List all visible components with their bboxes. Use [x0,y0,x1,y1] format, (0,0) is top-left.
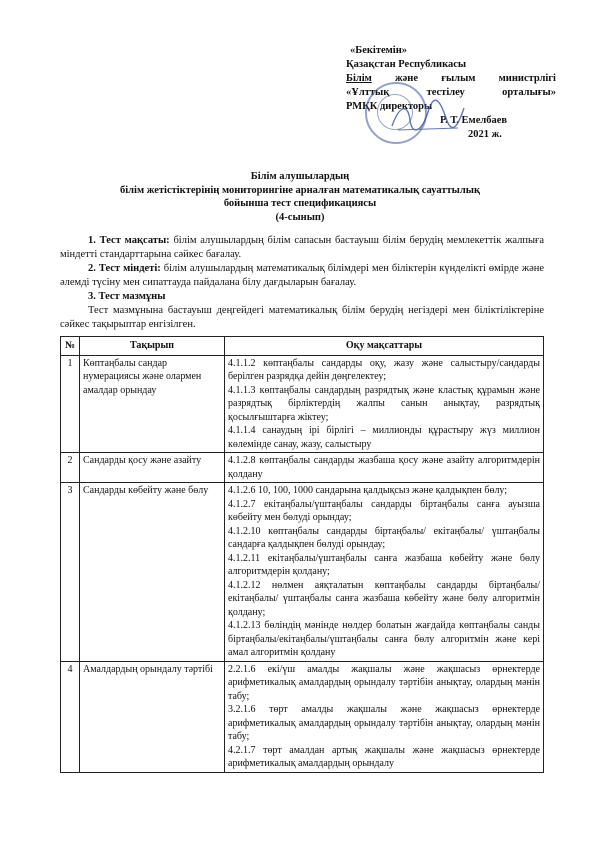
section-1 [60,234,544,262]
title-line-4: (4-сынып) [275,211,325,223]
section-3-label: 3. Тест мазмұны [88,291,166,302]
row-objectives [225,355,544,453]
section-2 [60,262,544,290]
row-number: 1 [61,355,80,453]
header-objectives: Оқу мақсаттары [225,337,544,356]
approval-line-7: 2021 ж. [468,129,502,140]
table-row [61,453,544,483]
approval-line-3-word-3: ғылым [441,73,476,84]
approval-line-2: Қазақстан Республикасы [346,59,467,70]
approval-line-4-word-1: «Ұлттық [346,87,390,98]
section-1-label: 1. Тест мақсаты: [88,235,170,246]
objective-item: 4.1.2.11 екітаңбалы/үштаңбалы санға жазбаша көбейту және бөлу алгоритмдерін қолдану; [228,552,540,577]
signature-icon [388,96,468,136]
header-topic: Тақырып [80,337,225,356]
table-row [61,483,544,662]
row-topic: Сандарды көбейту және бөлу [80,483,225,662]
objective-item: 3.2.1.6 төрт амалды жақшалы және жақшасыз өрнектерде арифметикалық амалдардың орындалу тәртібін анықтау, олардың мәнін табу; [228,704,540,742]
objective-item: 4.1.2.8 көптаңбалы сандарды жазбаша қосу және азайту алгоритмдерін қолдану [228,455,540,480]
objective-item: 4.1.2.10 көптаңбалы сандарды біртаңбалы/ екітаңбалы/ үштаңбалы сандарға қалдықпен бөлуді орындау; [228,525,540,550]
title-line-3: бойынша тест спецификациясы [223,198,377,209]
approval-line-3 [346,72,556,86]
objective-item: 2.2.1.6 екі/үш амалды жақшалы және жақшасыз өрнектерде арифметикалық амалдардың орындалу тәртібін анықтау, олардың мәнін табу; [228,663,540,702]
approval-line-5: РМҚК директоры [346,101,433,112]
approval-line-3-word-2: және [395,73,419,84]
title-line-2: білім жетістіктерінің мониторингіне арналған математикалық сауаттылық [119,184,480,196]
approval-line-1: «Бекітемін» [350,45,408,56]
approval-line-4-word-3: орталығы» [502,87,556,98]
objective-item: 4.1.2.12 нөлмен аяқталатын көптаңбалы сандарды біртаңбалы/екітаңбалы/ үштаңбалы санға жазбаша көбейту және бөлу алгоритмін қолдану; [228,579,540,618]
section-2-text: білім алушылардың математикалық білімдері мен біліктерін күнделікті өмірде және әлемді түсіну мен сипаттауда пайдалана білу дағдыларын бағалау. [60,263,545,288]
table-row [61,661,544,772]
row-number: 3 [61,483,80,662]
row-objectives [225,661,544,772]
table-row [61,355,544,453]
row-topic: Амалдардың орындалу тәртібі [80,661,225,772]
row-number: 2 [61,453,80,483]
row-objectives [225,483,544,662]
specification-table [60,336,544,773]
objective-item: 4.1.2.7 екітаңбалы/үштаңбалы сандарды біртаңбалы санға ауызша көбейту мен бөлуді орындау; [228,498,540,523]
objective-item: 4.1.1.4 санаудың ірі бірлігі – миллионды құрастыру жүз миллион көлемінде санау, жазу, салыстыру [228,425,540,450]
objective-item: 4.1.2.6 10, 100, 1000 сандарына қалдықсыз және қалдықпен бөлу; [228,485,508,496]
table-header-row [61,337,544,356]
approval-line-3-word-4: министрлігі [498,73,556,84]
objective-item: 4.2.1.7 төрт амалдан артық жақшалы және жақшасыз өрнектерде арифметикалық амалдардың орындалу [228,744,540,769]
approval-line-6: Р. Т. Емелбаев [440,115,508,126]
row-objectives [225,453,544,483]
row-topic: Сандарды қосу және азайту [80,453,225,483]
section-1-text: білім алушылардың білім сапасын бастауыш білім берудің мемлекеттік жалпыға міндетті стандарттарына сәйкес бағалау. [60,235,544,260]
header-number: № [61,337,80,356]
objective-item: 4.1.1.3 көптаңбалы сандардың разрядтық және кластық құрамын және разрядтық бірліктердің жалпы санын анықтау, разрядтық қосылғыштарға жіктеу; [228,384,540,423]
document-title [60,170,540,224]
row-number: 4 [61,661,80,772]
section-3-heading [60,290,544,304]
objective-item: 4.1.1.2 көптаңбалы сандарды оқу, жазу және салыстыру/сандарды берілген разрядқа дейін дөңгелектеу; [228,357,540,382]
title-line-1: Білім алушылардың [250,171,350,182]
section-2-label: 2. Тест міндеті: [88,263,161,274]
section-3-text: Тест мазмұнына бастауыш деңгейдегі математикалық білім берудің негіздері мен біліктіліктеріне сәйкес тақырыптар енгізілген. [60,305,544,330]
row-topic: Көптаңбалы сандар нумерациясы және олармен амалдар орындау [80,355,225,453]
document-body [60,234,544,332]
approval-line-4-word-2: тестілеу [426,87,465,98]
objective-item: 4.1.2.13 бөліндің мәнінде нөлдер болатын жағдайда көптаңбалы санды біртаңбалы/екітаңбалы/үштаңбалы санға бөлу алгоритмін және кері амал алгоритмін қолдану [228,620,540,658]
approval-line-3-word-1: Білім [346,73,372,84]
